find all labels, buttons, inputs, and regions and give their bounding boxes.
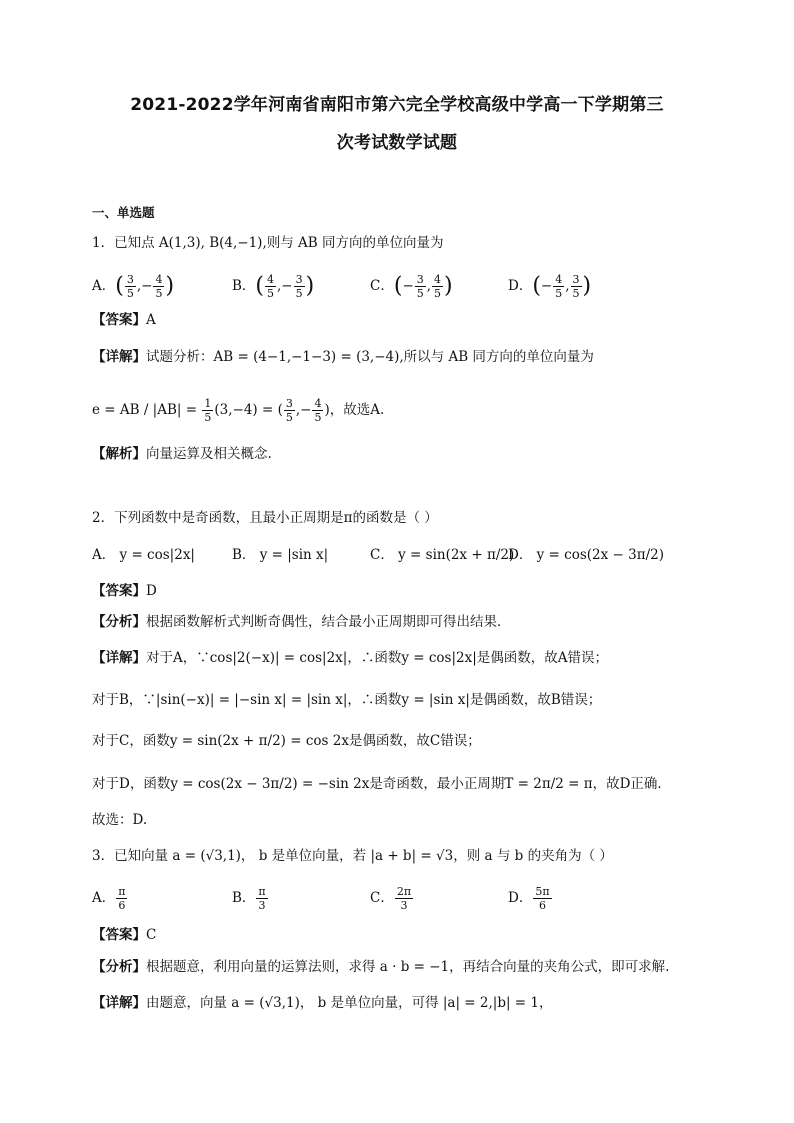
q3-stem: 3．已知向量 a = (√3,1)， b 是单位向量，若 |a + b| = √3，则 a 与 b 的夹角为（ ） [92, 848, 613, 864]
q1-analysis: 【解析】向量运算及相关概念. [92, 446, 272, 462]
q2-option-d: D． y = cos(2x − 3π/2) [508, 547, 664, 563]
q1-option-b: B．( $\frac{4}{5}$ ,− $\frac{3}{5}$ ) [232, 273, 315, 300]
q1-option-c: C．(− $\frac{3}{5}$ , $\frac{4}{5}$ ) [370, 273, 453, 300]
q2-option-c: C． y = sin(2x + π/2) [370, 547, 515, 563]
section-heading: 一、单选题 [92, 205, 155, 220]
q2-conclusion: 故选：D. [92, 812, 148, 828]
q1-detail-1: 【详解】试题分析：AB = (4−1,−1−3) = (3,−4),所以与 AB 同方向的单位向量为 [92, 349, 594, 365]
doc-title-line1: 2021-2022学年河南省南阳市第六完全学校高级中学高一下学期第三 [130, 95, 664, 115]
q3-option-b: B． $\frac{\pi}{3}$ [232, 885, 266, 912]
q2-option-a: A． y = cos|2x| [92, 547, 195, 563]
q1-detail-2: e = AB / |AB| = $\frac{1}{5}$ (3,−4) = ( $\frac{3}{5}$ ,− $\frac{4}{5}$ )，故选A. [92, 397, 385, 424]
q1-answer: 【答案】A [92, 312, 156, 328]
q3-detail-1: 【详解】由题意，向量 a = (√3,1)， b 是单位向量，可得 |a| = 2,|b| = 1， [92, 995, 553, 1011]
q2-detail-4: 对于D，函数y = cos(2x − 3π/2) = −sin 2x是奇函数，最小正周期T = 2π/2 = π，故D正确． [92, 776, 671, 792]
doc-title-line2: 次考试数学试题 [336, 133, 458, 153]
q3-option-d: D． $\frac{5\pi}{6}$ [508, 885, 550, 912]
q3-answer: 【答案】C [92, 927, 157, 943]
q3-fenxi: 【分析】根据题意，利用向量的运算法则，求得 a · b = −1，再结合向量的夹角公式，即可求解. [92, 959, 670, 975]
q1-option-d: D．(− $\frac{4}{5}$ , $\frac{3}{5}$ ) [508, 273, 592, 300]
q1-stem: 1．已知点 A(1,3), B(4,−1),则与 AB 同方向的单位向量为 [92, 235, 444, 251]
q2-detail-3: 对于C，函数y = sin(2x + π/2) = cos 2x是偶函数，故C错误； [92, 733, 481, 749]
q2-detail-1: 【详解】对于A，∵cos|2(−x)| = cos|2x|，∴函数y = cos|2x|是偶函数，故A错误； [92, 650, 609, 666]
q3-option-a: A． $\frac{\pi}{6}$ [92, 885, 126, 912]
q2-answer: 【答案】D [92, 583, 157, 599]
q3-option-c: C． $\frac{2\pi}{3}$ [370, 885, 412, 912]
q2-detail-2: 对于B，∵|sin(−x)| = |−sin x| = |sin x|，∴函数y = |sin x|是偶函数，故B错误； [92, 692, 602, 708]
q2-stem: 2．下列函数中是奇函数，且最小正周期是π的函数是（ ） [92, 510, 438, 526]
q2-fenxi: 【分析】根据函数解析式判断奇偶性，结合最小正周期即可得出结果． [92, 614, 511, 630]
q1-option-a: A．( $\frac{3}{5}$ ,− $\frac{4}{5}$ ) [92, 273, 175, 300]
q2-option-b: B． y = |sin x| [232, 547, 329, 563]
